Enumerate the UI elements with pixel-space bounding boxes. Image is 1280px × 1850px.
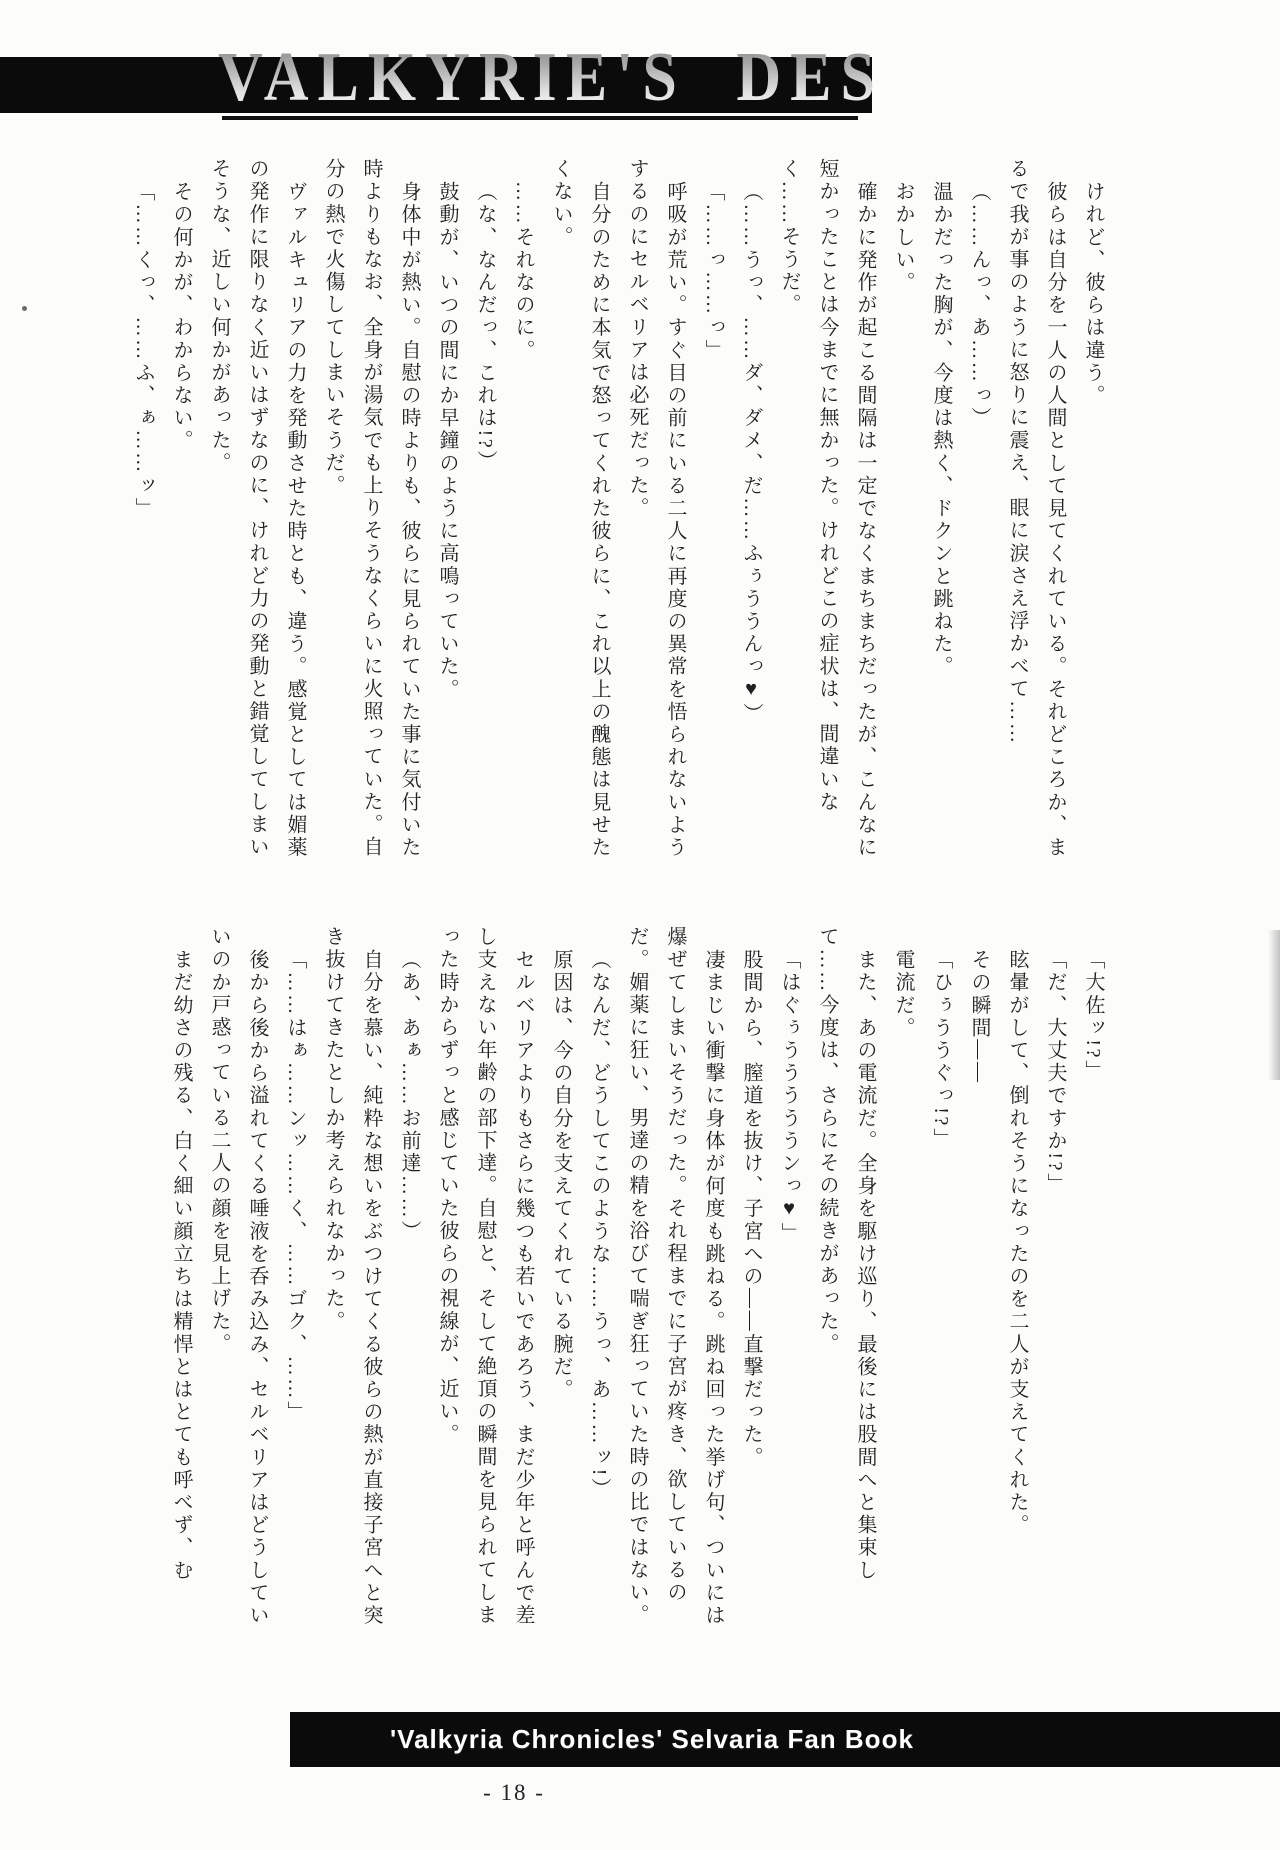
paragraph: 「はぐぅうううううンっ♥」 (778, 949, 800, 1245)
paragraph: セルベリアよりもさらに幾つも若いであろう、まだ少年と呼んで差し支えない年齢の部下達。自慰と、そして絶頂の瞬間を見られてしまった時からずっと感じていた彼らの視線が、近い。 (436, 926, 534, 1627)
paragraph: ヴァルキュリアの力を発動させた時とも、違う。感覚としては媚薬の発作に限りなく近いはずなのに、けれど力の発動と錯覚してしまいそうな、近しい何かがあった。 (208, 158, 306, 859)
paragraph: （あ、あぁ……お前達……） (398, 949, 420, 1243)
paragraph: 股間から、膣道を抜け、子宮への――直撃だった。 (740, 949, 762, 1469)
paragraph: （……んっ、あ……っ） (968, 181, 990, 430)
paragraph: 原因は、今の自分を支えてくれている腕だ。 (550, 949, 572, 1401)
paragraph: ……それなのに。 (512, 181, 534, 362)
footer-banner (290, 1712, 1280, 1767)
paragraph: 「ひぅううぐっ!?」 (930, 949, 952, 1151)
paragraph: （な、なんだっ、これは!?） (474, 181, 496, 473)
text-block-1 (108, 158, 1112, 874)
scan-speck (22, 306, 27, 311)
paragraph: 「……くっ、……ふ、ぁ……ッ」 (132, 181, 154, 520)
page-title: VALKYRIE'S DESIRE (218, 36, 878, 130)
paragraph: 「だ、大丈夫ですか!?」 (1044, 949, 1066, 1196)
footer-banner-text: 'Valkyria Chronicles' Selvaria Fan Book (390, 1724, 914, 1754)
paragraph: 凄まじい衝撃に身体が何度も跳ねる。跳ね回った挙げ句、ついには爆ぜてしまいそうだった。それ程までに子宮が疼き、欲しているのだ。媚薬に狂い、男達の精を浴びて喘ぎ狂っていた時の比ではない。 (626, 926, 724, 1627)
paragraph: おかしい。 (892, 181, 914, 294)
paragraph: けれど、彼らは違う。 (1082, 181, 1104, 407)
paragraph: 自分のために本気で怒ってくれた彼らに、これ以上の醜態は見せたくない。 (550, 158, 610, 859)
paragraph: 身体中が熱い。自慰の時よりも、彼らに見られていた事に気付いた時よりもなお、全身が湯気でも上りそうなくらいに火照っていた。自分の熱で火傷してしまいそうだ。 (322, 158, 420, 859)
paragraph: その瞬間―― (968, 949, 990, 1085)
text-block-2 (108, 926, 1112, 1646)
paragraph: 「……っ……っ」 (702, 181, 724, 362)
paragraph: 彼らは自分を一人の人間として見てくれている。それどころか、まるで我が事のように怒りに震え、眼に涙さえ浮かべて…… (1006, 158, 1066, 859)
paragraph: まだ幼さの残る、白く細い顔立ちは精悍とはとても呼べず、む (170, 949, 192, 1582)
paragraph: 眩暈がして、倒れそうになったのを二人が支えてくれた。 (1006, 949, 1028, 1537)
paragraph: また、あの電流だ。全身を駆け巡り、最後には股間へと集束して……今度は、さらにその続きがあった。 (816, 926, 876, 1582)
scan-edge-smudge (1268, 930, 1280, 1080)
paragraph: 「……はぁ……ンッ……く、……ゴク、……」 (284, 949, 306, 1424)
paragraph: （なんだ、どうしてこのような……うっ、あ……ッ!） (588, 949, 610, 1501)
paragraph: 鼓動が、いつの間にか早鐘のように高鳴っていた。 (436, 181, 458, 701)
paragraph: 後から後から溢れてくる唾液を呑み込み、セルベリアはどうしていいのか戸惑っている二人の顔を見上げた。 (208, 926, 268, 1627)
paragraph: 「大佐ッ!?」 (1082, 949, 1104, 1083)
page-number: - 18 - (483, 1780, 545, 1805)
paragraph: 温かだった胸が、今度は熱く、ドクンと跳ねた。 (930, 181, 952, 679)
paragraph: 呼吸が荒い。すぐ目の前にいる二人に再度の異常を悟られないようするのにセルベリアは必死だった。 (626, 158, 686, 859)
paragraph: （……うっ、……ダ、ダメ、だ……ふぅううんっ♥） (740, 181, 762, 726)
title-underline (222, 116, 858, 120)
paragraph: 自分を慕い、純粋な想いをぶつけてくる彼らの熱が直接子宮へと突き抜けてきたとしか考えられなかった。 (322, 926, 382, 1627)
paragraph: 電流だ。 (892, 949, 914, 1040)
paragraph: 確かに発作が起こる間隔は一定でなくまちまちだったが、こんなに短かったことは今までに無かった。けれどこの症状は、間違いなく……そうだ。 (778, 158, 876, 859)
paragraph: その何かが、わからない。 (170, 181, 192, 453)
